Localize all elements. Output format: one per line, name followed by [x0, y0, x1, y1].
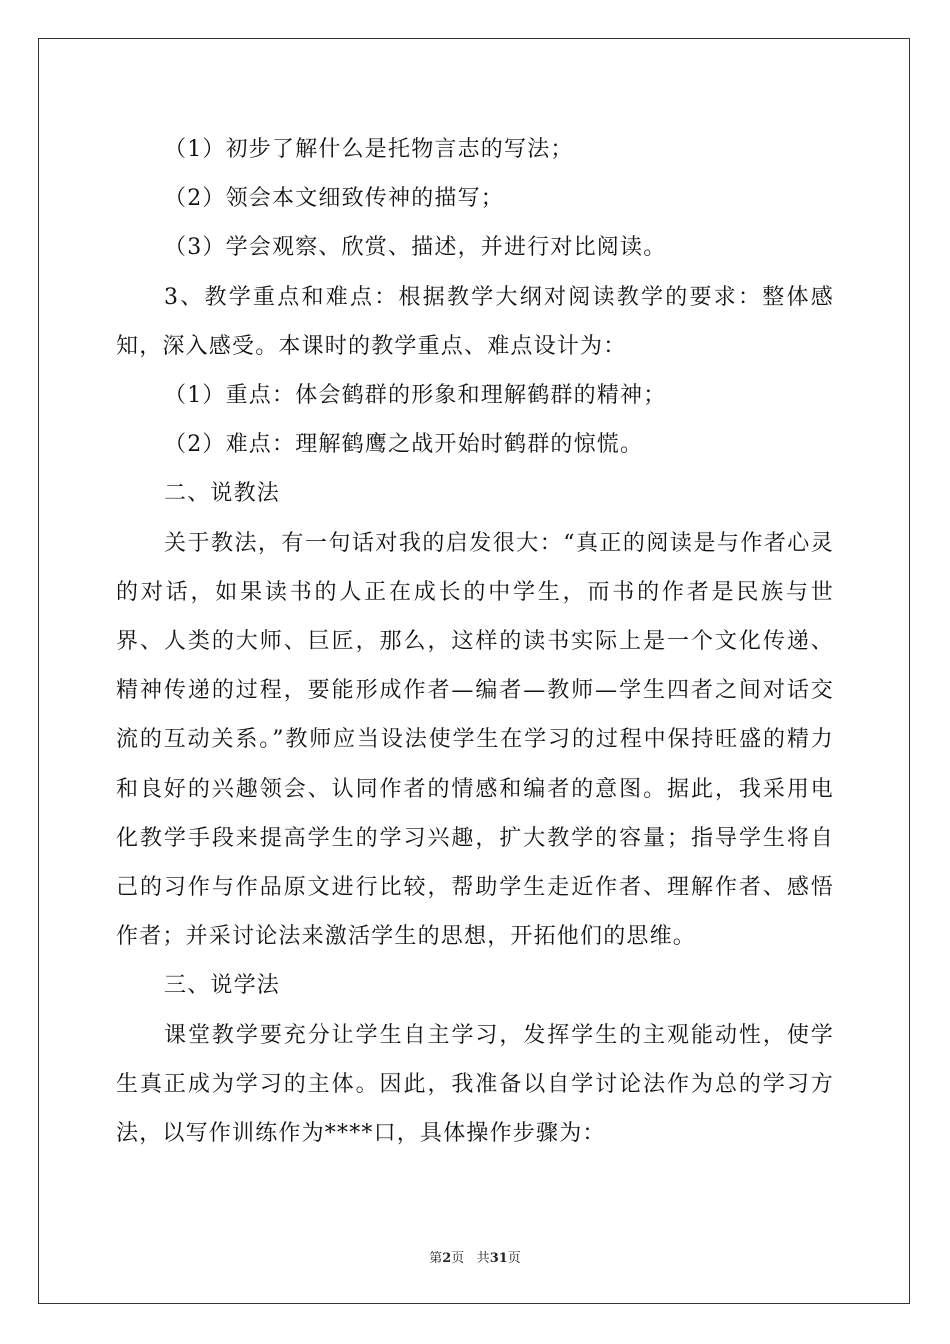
- list-item-objective-3: （3）学会观察、欣赏、描述，并进行对比阅读。: [164, 235, 667, 261]
- footer-page-suffix: 页: [451, 1251, 465, 1266]
- paragraph-teaching-method: 关于教法，有一句话对我的启发很大：“真正的阅读是与作者心灵的对话，如果读书的人正在成长的中学生，而书的作者是民族与世界、人类的大师、巨匠，那么，这样的读书实际上是一个文化传递、精神传递的过程，要能形成作者—编者—教师—学生四者之间对话交流的互动关系。”教师应当设法使学生在学习的过程中保持旺盛的精力和良好的兴趣领会、认同作者的情感和编者的意图。据此，我采用电化教学手段来提高学生的学习兴趣，扩大教学的容量；指导学生将自己的习作与作品原文进行比较，帮助学生走近作者、理解作者、感悟作者；并采讨论法来激活学生的思想，开拓他们的思维。: [116, 530, 834, 950]
- document-body: [116, 125, 834, 1158]
- footer-page-current: 2: [442, 1251, 452, 1266]
- page-footer: [0, 1247, 950, 1266]
- section-heading-teaching-method: 二、说教法: [164, 481, 281, 507]
- list-item-difficulty: （2）难点：理解鹤鹰之战开始时鹤群的惊慌。: [164, 432, 644, 458]
- list-item-objective-1: （1）初步了解什么是托物言志的写法；: [164, 137, 574, 162]
- section-heading-learning-method: 三、说学法: [164, 973, 281, 999]
- list-item-objective-2: （2）领会本文细致传神的描写；: [164, 186, 504, 212]
- footer-total-suffix: 页: [507, 1251, 521, 1266]
- list-item-key-point: （1）重点：体会鹤群的形象和理解鹤群的精神；: [164, 383, 667, 409]
- paragraph-key-points: 3、教学重点和难点：根据教学大纲对阅读教学的要求：整体感知，深入感受。本课时的教学重点、难点设计为：: [116, 284, 834, 359]
- paragraph-learning-method: 课堂教学要充分让学生自主学习，发挥学生的主观能动性，使学生真正成为学习的主体。因此，我准备以自学讨论法作为总的学习方法，以写作训练作为****口，具体操作步骤为：: [116, 1022, 834, 1147]
- footer-page-total: 31: [489, 1251, 508, 1266]
- footer-total-prefix: 共: [476, 1251, 490, 1266]
- footer-page-prefix: 第: [429, 1251, 443, 1266]
